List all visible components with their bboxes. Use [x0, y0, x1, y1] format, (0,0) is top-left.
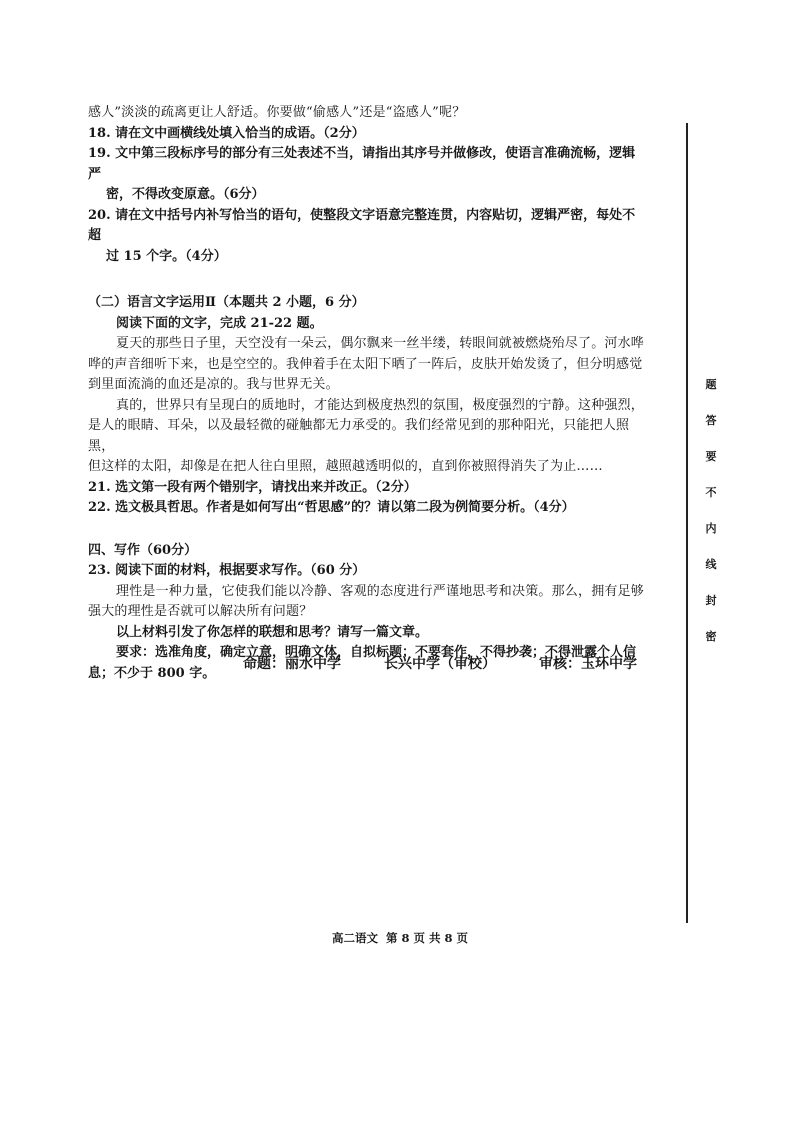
binding-line [686, 123, 688, 923]
requirements-line2: 息；不少于 800 字。 [88, 665, 216, 681]
seal-char: 内 [705, 522, 717, 535]
reading-p1-line2: 哗的声音细听下来，也是空空的。我伸着手在太阳下晒了一阵后，皮肤开始发烫了，但分明感觉 [88, 356, 643, 372]
seal-char: 答 [705, 414, 717, 427]
question-22: 22. 选文极具哲思。作者是如何写出“哲思感”的？请以第二段为例简要分析。（4分） [88, 500, 575, 515]
reading-p2-line2: 是人的眼睛、耳朵，以及最轻微的碰触都无力承受的。我们经常见到的那种阳光，只能把人照黑， [88, 418, 630, 454]
writing-prompt: 以上材料引发了你怎样的联想和思考？请写一篇文章。 [116, 624, 429, 640]
question-20-line2: 过 15 个字。（4分） [106, 248, 227, 264]
question-18: 18. 请在文中画横线处填入恰当的成语。（2分） [88, 125, 365, 141]
seal-char: 要 [705, 450, 717, 463]
question-19-line2: 密，不得改变原意。（6分） [106, 187, 265, 202]
reading-p1-line1: 夏天的那些日子里，天空没有一朵云，偶尔飘来一丝半缕，转眼间就被燃烧殆尽了。河水哗 [116, 336, 645, 351]
passage-tail: 感人”淡淡的疏离更让人舒适。你要做“偷感人”还是“盗感人”呢？ [88, 105, 466, 120]
material-line1: 理性是一种力量，它使我们能以冷静、客观的态度进行严谨地思考和决策。那么，拥有足够 [116, 583, 645, 599]
section-4-heading: 四、写作（60分） [88, 542, 198, 558]
seal-char: 题 [705, 378, 717, 391]
question-20-line1: 20. 请在文中括号内补写恰当的语句，使整段文字语意完整连贯，内容贴切，逻辑严密，每处不超 [88, 207, 636, 243]
reading-p1-line3: 到里面流淌的血还是凉的。我与世界无关。 [88, 377, 339, 392]
question-19-line1: 19. 文中第三段标序号的部分有三处表述不当，请指出其序号并做修改，使语言准确流畅，逻辑严 [88, 146, 636, 182]
seal-char: 不 [705, 486, 717, 499]
page-footer [0, 930, 800, 946]
credit-reviewer: 审核：玉环中学 [539, 656, 637, 672]
section-2-instruction: 阅读下面的文字，完成 21-22 题。 [116, 315, 323, 331]
seal-char: 封 [705, 594, 717, 607]
credit-author: 命题：丽水中学 [243, 656, 341, 672]
reading-p2-line1: 真的，世界只有呈现白的质地时，才能达到极度热烈的氛围，极度强烈的宁静。这种强烈， [116, 397, 645, 413]
question-23: 23. 阅读下面的材料，根据要求写作。（60 分） [88, 563, 366, 578]
reading-p2-line3: 但这样的太阳，却像是在把人往白里照，越照越透明似的，直到你被照得消失了为止…… [88, 459, 603, 474]
section-2-heading: （二）语言文字运用Ⅱ（本题共 2 小题，6 分） [88, 295, 365, 310]
footer-subject: 高二语文 [331, 931, 378, 945]
requirements-line1: 要求：选准角度，确定立意，明确文体，自拟标题；不要套作，不得抄袭；不得泄露个人信 [116, 645, 637, 660]
material-line2: 强大的理性是否就可以解决所有问题？ [88, 604, 313, 619]
exam-content [88, 103, 648, 684]
credit-school2: 长兴中学（审校） [384, 656, 496, 672]
footer-page-number: 第 8 页 共 8 页 [385, 931, 469, 945]
seal-char: 密 [705, 630, 717, 643]
seal-char: 线 [705, 558, 717, 571]
question-21: 21. 选文第一段有两个错别字，请找出来并改正。（2分） [88, 479, 417, 495]
seal-line-text [702, 378, 720, 668]
